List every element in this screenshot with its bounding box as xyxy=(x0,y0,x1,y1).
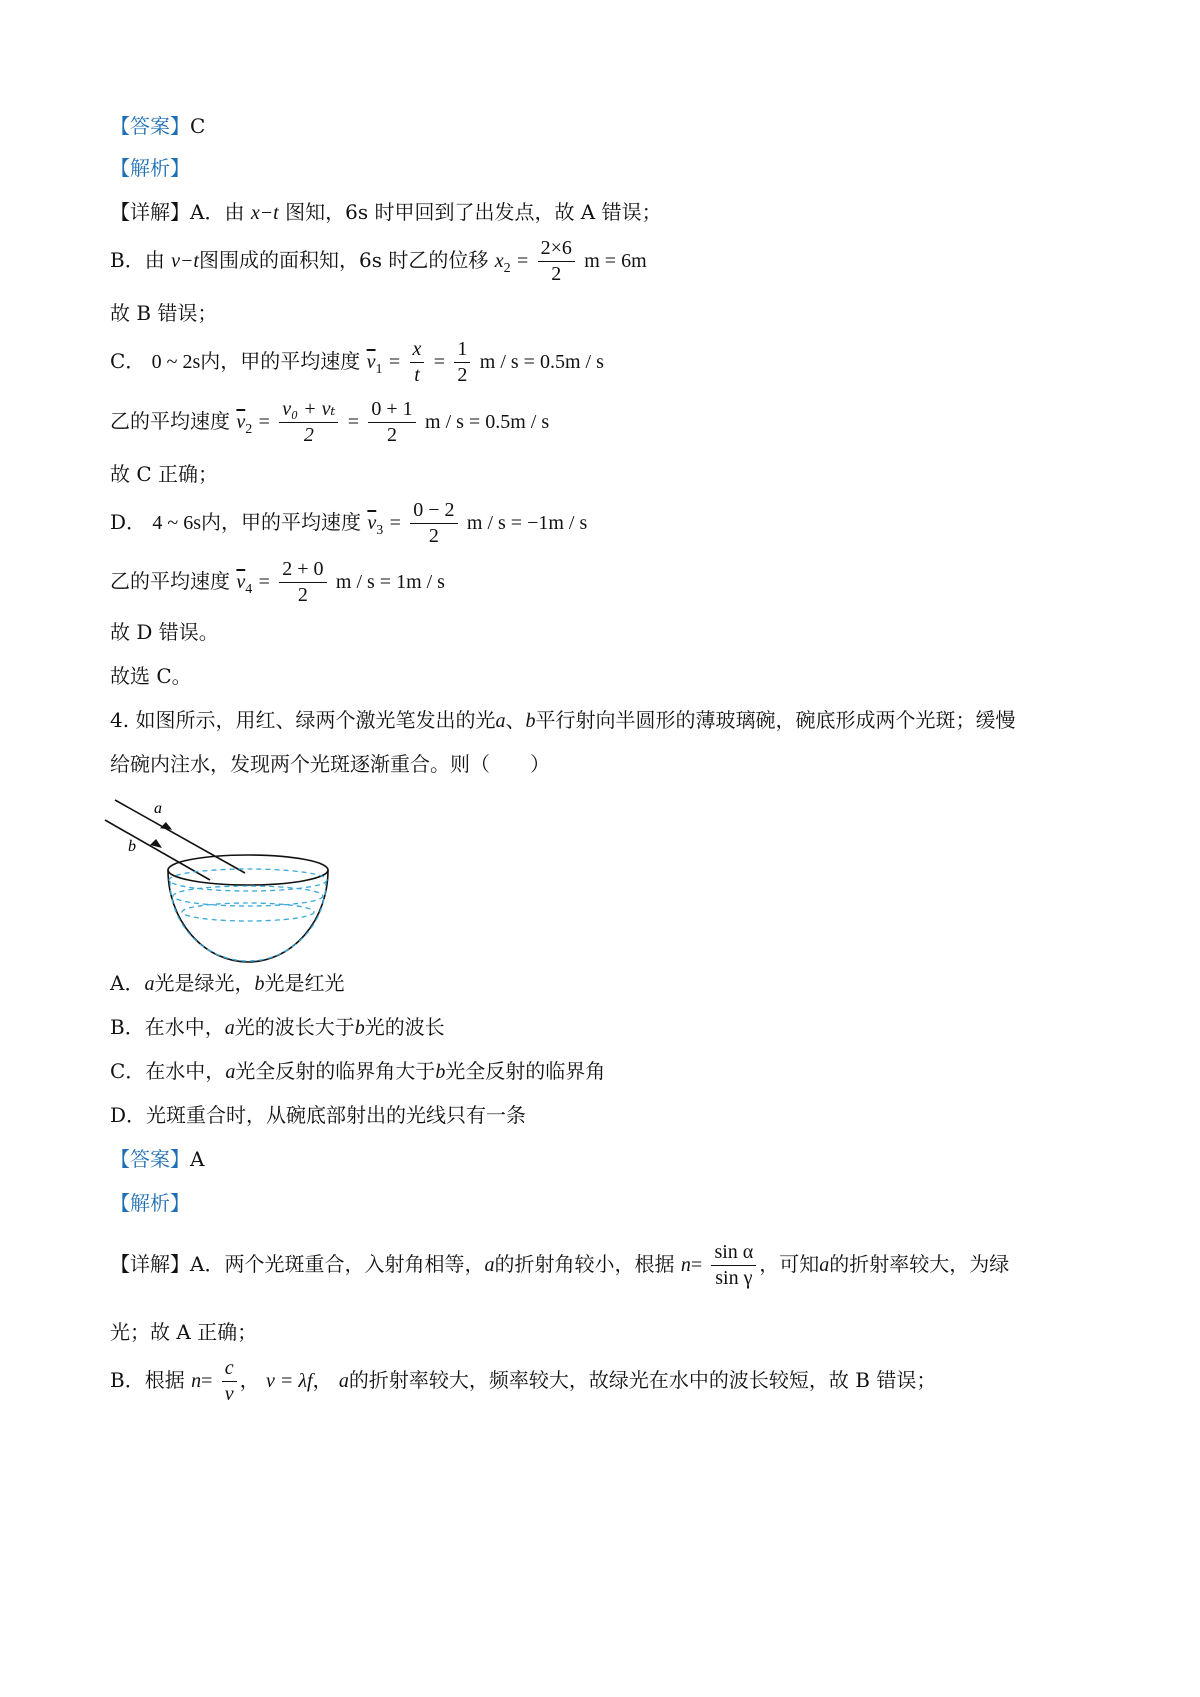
q4-analysis-label: 【解析】 xyxy=(110,1191,190,1215)
bowl xyxy=(168,855,328,962)
fraction: $\frac{2\times 6}{2}$ xyxy=(538,236,575,287)
option-d: D．光斑重合时，从碗底部射出的光线只有一条 xyxy=(110,1103,527,1127)
q4-detail-a: 【详解】A．两个光斑重合，入射角相等，a的折射角较小，根据 n= $\frac{\text{sin α}}{\text{sin γ}}$ ，可知a的折射率较大，为绿 xyxy=(110,1241,1010,1289)
q3-detail-c: C． 0 ~ 2s内，甲的平均速度 $\overline{v}_1$ = $\frac{x}{t}$ = $\frac{1}{2}$ m / s = 0.5m / s xyxy=(110,338,604,386)
q3-d-conclusion: 故 D 错误。 xyxy=(110,620,219,644)
q3-detail-c2: 乙的平均速度 $\overline{v}_2$ = $\frac{\text{v₀ + vₜ}}{2}$ = $\frac{0 + 1}{2}$ m / s = 0.5m / s xyxy=(110,398,550,446)
q3-detail-a: 【详解】A．由 x−t 图知，6s 时甲回到了出发点，故 A 错误； xyxy=(110,200,662,224)
answer-label: 【答案】 xyxy=(110,114,190,138)
label-a: a xyxy=(154,800,162,817)
option-b: B．在水中，a光的波长大于b光的波长 xyxy=(110,1015,445,1039)
q3-detail-b: B．由 v−t图围成的面积知，6s 时乙的位移 $x_2$ = $\frac{2\times 6}{2}$ m = 6m xyxy=(110,237,647,285)
bowl-figure xyxy=(100,795,360,965)
option-c: C．在水中，a光全反射的临界角大于b光全反射的临界角 xyxy=(110,1059,606,1083)
q4-detail-b: B．根据 n= $\frac{c}{v}$ ， v = λf， a的折射率较大，频率较大，故绿光在水中的波长较短，故 B 错误； xyxy=(110,1357,937,1405)
q4-answer-line: 【答案】A xyxy=(110,1147,205,1171)
beam-b xyxy=(105,820,210,880)
option-a: A．a光是绿光，b光是红光 xyxy=(110,971,345,995)
q3-detail-d2: 乙的平均速度 $\overline{v}_4$ = $\frac{2 + 0}{2}$ m / s = 1m / s xyxy=(110,558,445,606)
q3-answer-line xyxy=(110,116,205,136)
answer-value: C xyxy=(190,114,206,138)
q3-b-conclusion: 故 B 错误； xyxy=(110,301,218,325)
q3-detail-d: D． 4 ~ 6s内，甲的平均速度 $\overline{v}_3$ = $\frac{0 - 2}{2}$ m / s = −1m / s xyxy=(110,499,588,547)
label-b: b xyxy=(128,838,136,855)
q4-detail-a-cont: 光；故 A 正确； xyxy=(110,1320,258,1344)
q3-final: 故选 C。 xyxy=(110,664,192,688)
q4-stem-line1: 4. 如图所示，用红、绿两个激光笔发出的光a、b平行射向半圆形的薄玻璃碗，碗底形成两个光斑；缓慢 xyxy=(110,708,1016,732)
q4-stem-line2: 给碗内注水，发现两个光斑逐渐重合。则（ ） xyxy=(110,752,550,776)
q3-c-conclusion: 故 C 正确； xyxy=(110,462,219,486)
q3-analysis-label: 【解析】 xyxy=(110,156,190,180)
